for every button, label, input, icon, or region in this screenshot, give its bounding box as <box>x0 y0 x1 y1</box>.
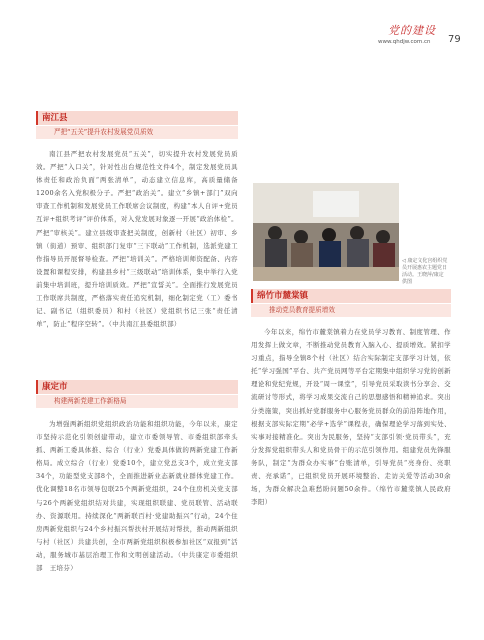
section-title-kangding: 康定市 <box>36 380 238 394</box>
article-paragraph: 南江县严把农村发展党员“五关”，切实提升农村发展党员质效。严把“入口关”，针对性出台规范性文件4个，制定发展党员具体责任和政治负面“两张清单”，动态建立信息库，高质量储备1200余名入党积极分子。严把“政治关”。建立“乡镇+部门”双向审查工作机制和发展党员工作联席会议制度，构建“本人自评+党员互评+组织考评”评价体系，对入党发展对象逐一开展“政治体检”。严把“审核关”。建立县级审查把关制度，创新村（社区）初审、乡镇（街道）预审、组织部门复审“三下联动”工作机制，选派党建工作指导员开展督导检查。严把“培训关”。严格培训师资配备、内容设置和课程安排，构建县乡村“三级联动”培训体系，集中举行入党前集中培训班，提升培训质效。严把“宣誓关”。全面推行发展党员工作联席共制度，严格落实责任追究机制，细化制定党（工）委书记、副书记（组织委员）和村（社区）党组织书记三张“责任清单”，防止“程序空转”。（中共南江县委组织部） <box>36 150 238 329</box>
section-subtitle-nanjiang: 严把“五关”提升农村发展党员质效 <box>36 126 238 139</box>
section-subtitle-mianzhu: 推动党员教育提质增效 <box>251 304 451 317</box>
photo-training-session <box>253 183 399 281</box>
brand-name: 党的建设 <box>388 24 436 37</box>
article-paragraph: 今年以来，绵竹市麓棠镇着力在党员学习教育、制度管理、作用发挥上做文章，不断推动党员教育入脑入心、提质增效。紧扣学习重点，指导全镇8个村（社区）结合实际制定支部学习计划，依托“学习强国”平台、共产党员网等平台定期集中组织学习党的创新理论和党纪党规，开设“周一课堂”，引导党员采取读书分享会、交流研讨等形式，将学习成果交流自己的思想感悟和精神追求。突出分类施策，突出抓好党群服务中心服务党员群众的前沿阵地作用，根据支部实际定期“必学+选学”课程表，确保理论学习落到实处、实事对接精准化。突出为民服务，坚持“支部引领·党员带头”，充分发挥党组织带头人和党员骨干的示范引领作用。组建党员先锋服务队，制定“为群众办实事”台账清单，引导党员“亮身份、亮职责、亮承诺”，已组织党员开展环境整治、走访关爱等活动30余场，为群众解决急难愁盼问题50余件。（绵竹市麓棠镇人民政府 李阳） <box>251 328 451 507</box>
article-body-kangding <box>36 418 238 610</box>
article-body-kangding-continued <box>251 100 451 178</box>
publication-logo <box>380 22 436 36</box>
article-paragraph: 为增强两新组织党组织政治功能和组织功能，今年以来，康定市坚持示范化引领创建带动，建立市委领导管、市委组织部牵头抓、两新工委具体推、综合（行业）党委具体做的两新党建工作新格局。成立综合（行业）党委10个，建立党总支3个，成立党支部34个，功能型党支部8个，全面推进新业态新就业群体党建工作。优化调整18名市领导包联25个两新党组织，24个住房机关党支部与26个两新党组织结对共建，实现组织联建、党员联管、活动联办、资源联用。持续深化“两新联百村·党建助振兴”行动，24个住房两新党组织与24个乡村振兴帮扶村开展结对帮扶，推动两新组织与村（社区）共建共创，全市两新党组织积极参加社区“双报到”活动，服务城市基层治理工作和文明创建活动。（中共康定市委组织部 王培芬） <box>36 420 238 573</box>
article-body-mianzhu <box>251 326 451 606</box>
section-title-nanjiang: 南江县 <box>36 111 238 125</box>
photo-caption-1: ◁ 康定文化宫组织党员开展惠农主题党日活动。王晓萍/康定供图 <box>402 258 448 285</box>
article-body-nanjiang <box>36 148 238 374</box>
section-title-mianzhu: 绵竹市麓棠镇 <box>251 289 451 303</box>
page-number: 79 <box>448 34 461 45</box>
section-subtitle-kangding: 构建两新党建工作新格局 <box>36 395 238 408</box>
publication-url: www.qhdjw.com.cn <box>378 39 431 45</box>
